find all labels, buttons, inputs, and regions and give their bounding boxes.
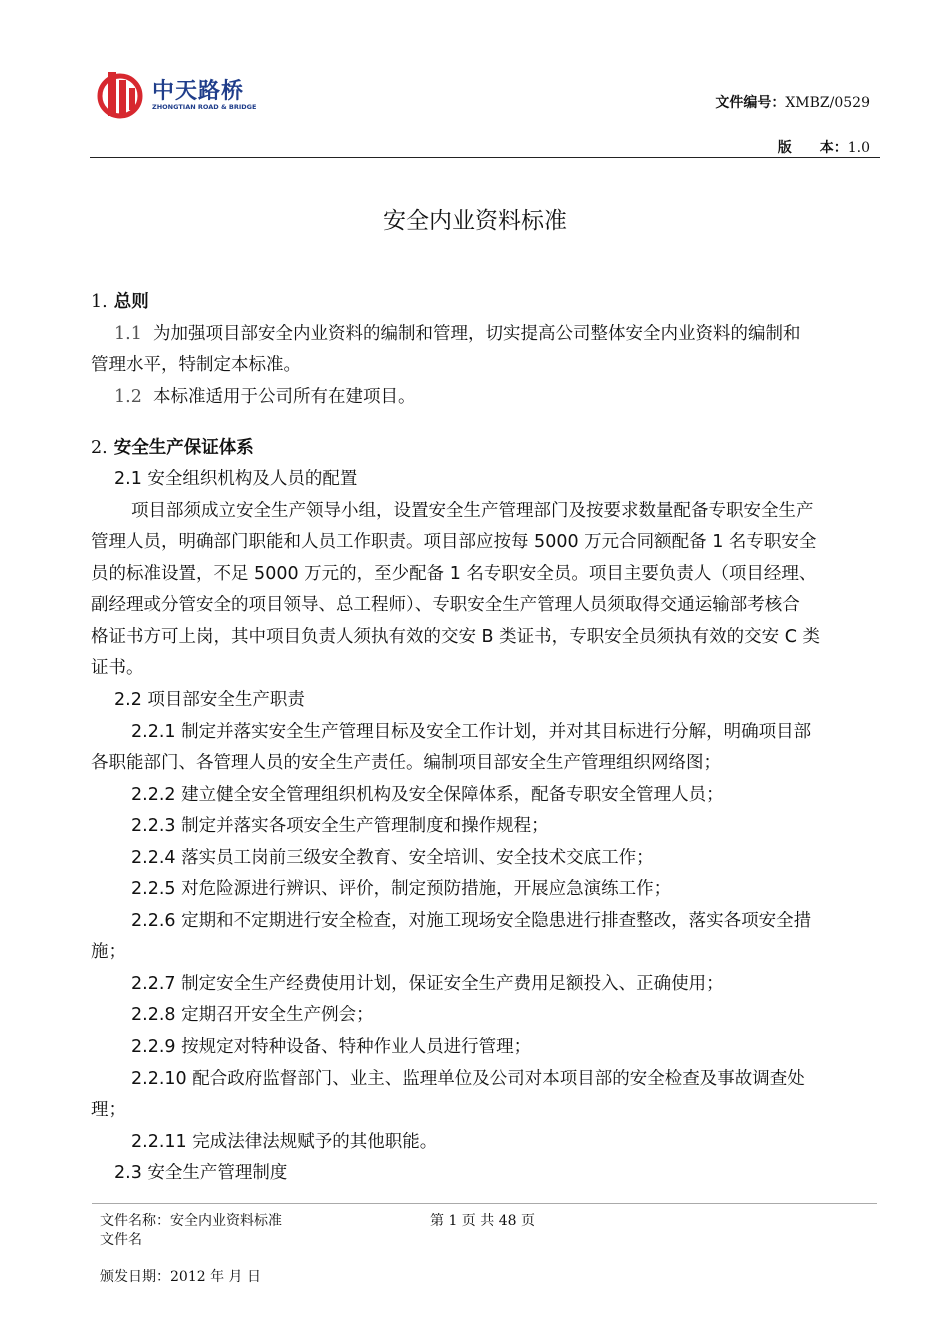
list-item-2-2-4: 2.2.4 落实员工岗前三级安全教育、安全培训、安全技术交底工作； <box>131 848 654 868</box>
list-item-2-2-2: 2.2.2 建立健全安全管理组织机构及安全保障体系，配备专职安全管理人员； <box>131 785 724 805</box>
document-version <box>778 137 870 157</box>
paragraph-1-2 <box>114 383 415 408</box>
list-item-2-2-8: 2.2.8 定期召开安全生产例会； <box>131 1005 374 1025</box>
section-1-number: 1. <box>91 292 108 312</box>
list-item-2-2-7: 2.2.7 制定安全生产经费使用计划，保证安全生产费用足额投入、正确使用； <box>131 974 724 994</box>
document-title: 安全内业资料标准 <box>383 208 567 234</box>
paragraph-1-1 <box>114 320 800 345</box>
list-item-2-2-10: 2.2.10 配合政府监督部门、业主、监理单位及公司对本项目部的安全检查及事故调查处 <box>131 1069 805 1089</box>
subsection-2-3-heading: 2.3 安全生产管理制度 <box>114 1163 288 1183</box>
section-2-heading <box>91 434 254 459</box>
footer-file-name-2: 文件名 <box>100 1232 142 1248</box>
list-item-2-2-10-cont: 理； <box>91 1100 126 1120</box>
footer-issue-date: 颁发日期：2012 年 月 日 <box>100 1269 261 1285</box>
version-value: 1.0 <box>847 140 870 156</box>
version-label: 版 本： <box>777 140 848 156</box>
paragraph-2-1-line: 项目部须成立安全生产领导小组，设置安全生产管理部门及按要求数量配备专职安全生产 <box>131 501 814 521</box>
list-item-2-2-1: 2.2.1 制定并落实安全生产管理目标及安全工作计划，并对其目标进行分解，明确项目部 <box>131 722 812 742</box>
subsection-2-2-heading: 2.2 项目部安全生产职责 <box>114 690 305 710</box>
subsection-2-1-heading: 2.1 安全组织机构及人员的配置 <box>114 469 358 489</box>
section-1-title: 总则 <box>113 292 149 312</box>
paragraph-1-2-text: 本标准适用于公司所有在建项目。 <box>152 387 416 407</box>
footer-page-number: 第 1 页 共 48 页 <box>430 1213 535 1229</box>
logo-chinese-text: 中天路桥 <box>152 79 245 104</box>
section-2-title: 安全生产保证体系 <box>113 438 254 458</box>
paragraph-1-1-text: 为加强项目部安全内业资料的编制和管理，切实提高公司整体安全内业资料的编制和 <box>152 324 801 344</box>
list-item-2-2-11: 2.2.11 完成法律法规赋予的其他职能。 <box>131 1132 438 1152</box>
paragraph-2-1-line: 副经理或分管安全的项目领导、总工程师）、专职安全生产管理人员须取得交通运输部考核合 <box>91 595 800 615</box>
list-item-2-2-1-cont: 各职能部门、各管理人员的安全生产责任。编制项目部安全生产管理组织网络图； <box>91 753 721 773</box>
logo-mark-icon <box>96 70 146 120</box>
paragraph-2-1-line: 管理人员，明确部门职能和人员工作职责。项目部应按每 5000 万元合同额配备 1 名专职安全 <box>91 532 817 552</box>
list-item-2-2-6-cont: 施； <box>91 942 126 962</box>
paragraph-1-1-number: 1.1 <box>114 324 142 344</box>
list-item-2-2-6: 2.2.6 定期和不定期进行安全检查，对施工现场安全隐患进行排查整改，落实各项安全措 <box>131 911 812 931</box>
list-item-2-2-3: 2.2.3 制定并落实各项安全生产管理制度和操作规程； <box>131 816 549 836</box>
paragraph-2-1-line: 格证书方可上岗，其中项目负责人须执有效的交安 B 类证书，专职安全员须执有效的交安 C 类 <box>91 627 820 647</box>
paragraph-1-2-number: 1.2 <box>114 387 142 407</box>
document-number <box>715 92 870 112</box>
paragraph-1-1-cont: 管理水平，特制定本标准。 <box>91 355 301 375</box>
logo-english-text: ZHONGTIAN ROAD & BRIDGE <box>152 103 257 111</box>
list-item-2-2-5: 2.2.5 对危险源进行辨识、评价，制定预防措施，开展应急演练工作； <box>131 879 672 899</box>
doc-no-value: XMBZ/0529 <box>785 95 870 111</box>
footer-file-name: 文件名称：安全内业资料标准 <box>100 1213 282 1229</box>
list-item-2-2-9: 2.2.9 按规定对特种设备、特种作业人员进行管理； <box>131 1037 532 1057</box>
paragraph-2-1-line: 员的标准设置，不足 5000 万元的，至少配备 1 名专职安全员。项目主要负责人（项目经理、 <box>91 564 817 584</box>
header-divider <box>90 157 880 158</box>
paragraph-2-1-line: 证书。 <box>91 658 144 678</box>
section-1-heading <box>91 288 149 313</box>
doc-no-label: 文件编号： <box>715 95 786 111</box>
company-logo <box>96 70 271 120</box>
footer-divider <box>92 1203 877 1204</box>
section-2-number: 2. <box>91 438 108 458</box>
